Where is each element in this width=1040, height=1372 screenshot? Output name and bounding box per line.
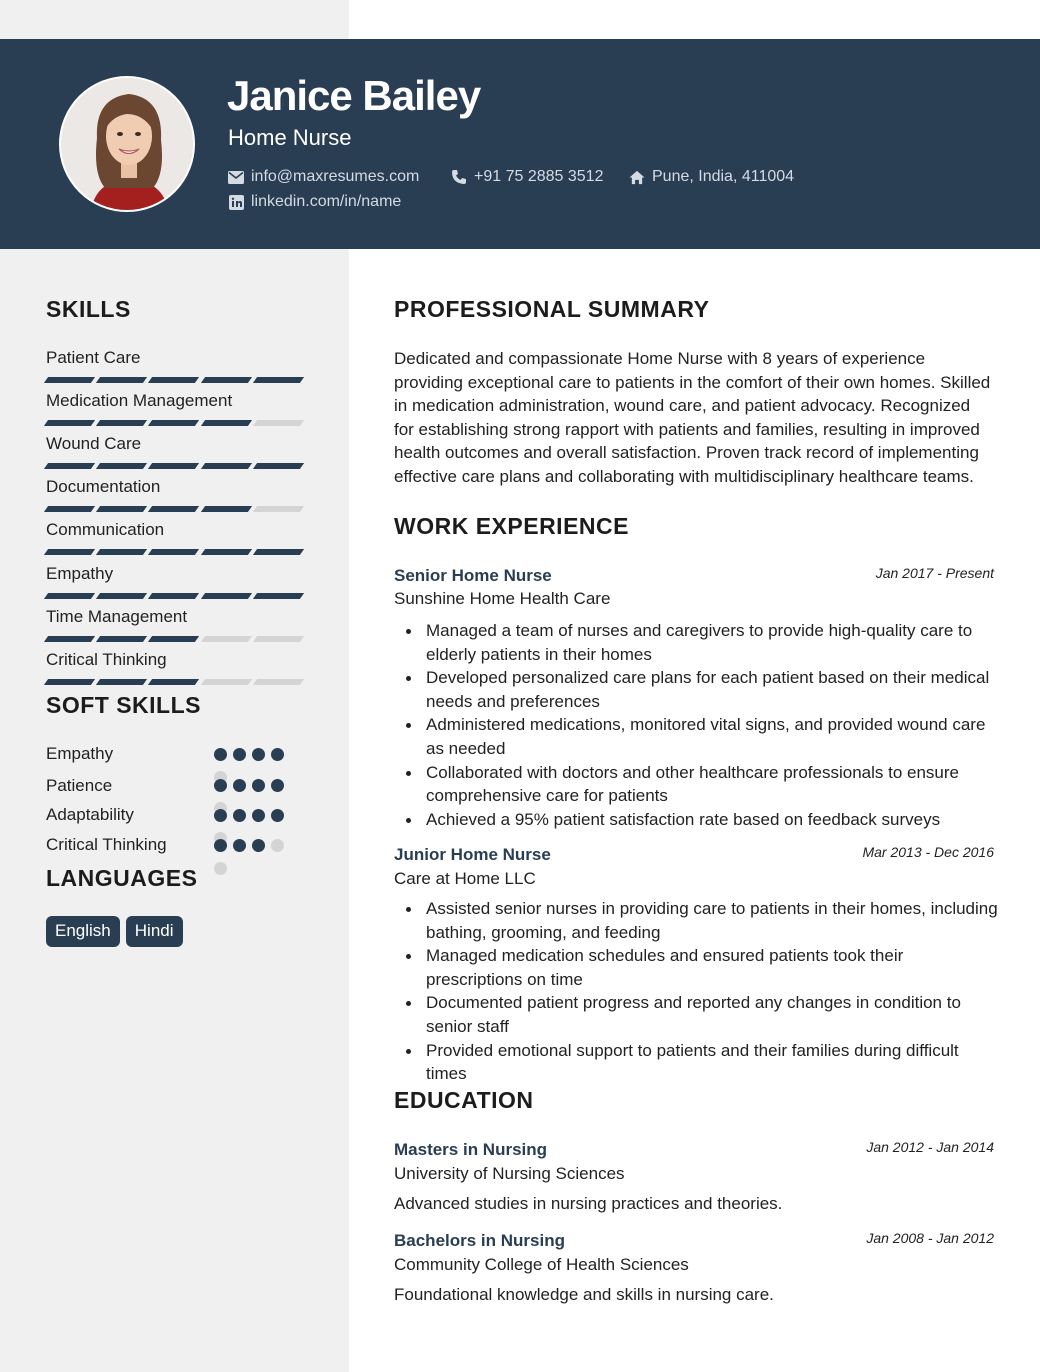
list-item: Documented patient progress and reported any changes in condition to senior staff [426,991,1000,1038]
job-bullets [426,619,1000,831]
list-item: Provided emotional support to patients and their families during difficult times [426,1039,1000,1086]
skill-level-segment [201,420,252,426]
contact-linkedin[interactable] [228,193,401,211]
skill-level-segment [201,679,252,685]
avatar [59,76,195,212]
envelope-icon [228,169,244,185]
soft-skill-name: Adaptability [46,805,134,824]
skill-level-segment [253,463,304,469]
job-dates: Jan 2017 - Present [875,565,994,581]
skill-name: Medication Management [46,391,233,410]
soft-skill-name: Critical Thinking [46,835,167,854]
skill-level-segment [201,636,252,642]
list-item: Developed personalized care plans for each patient based on their medical needs and preferences [426,666,1000,713]
skill-level-segment [96,593,147,599]
skill-name: Critical Thinking [46,650,167,669]
list-item: Assisted senior nurses in providing care to patients in their homes, including bathing, grooming, and feeding [426,897,1000,944]
list-item: Managed a team of nurses and caregivers to provide high-quality care to elderly patients in their homes [426,619,1000,666]
skill-bar [46,549,302,555]
skills-heading: SKILLS [46,296,131,322]
list-item: Achieved a 95% patient satisfaction rate based on feedback surveys [426,808,1000,832]
skill-level-segment [96,506,147,512]
skill-level-segment [253,679,304,685]
skill-level-segment [201,506,252,512]
skill-level-segment [96,549,147,555]
skill-level-segment [253,377,304,383]
home-icon [629,169,645,185]
job-position: Senior Home Nurse [394,566,552,585]
skill-name: Communication [46,520,165,539]
education-dates: Jan 2012 - Jan 2014 [866,1139,994,1155]
skill-level-segment [253,549,304,555]
soft-skill-dot [233,839,246,852]
skill-level-segment [253,420,304,426]
soft-skill-dot [214,839,227,852]
skill-bar [46,679,302,685]
skill-level-segment [148,463,199,469]
skill-level-segment [44,593,95,599]
phone-icon [451,169,467,185]
soft-skill-dot [214,748,227,761]
linkedin-text: linkedin.com/in/name [251,193,402,210]
soft-skill-dot [214,779,227,792]
email-text: info@maxresumes.com [251,168,420,185]
skill-bar [46,636,302,642]
soft-skill-name: Patience [46,776,113,795]
skill-level-segment [201,377,252,383]
degree-title: Masters in Nursing [394,1140,548,1159]
skill-name: Time Management [46,607,188,626]
skill-level-segment [96,377,147,383]
education-description: Advanced studies in nursing practices and theories. [394,1194,783,1213]
soft-skill-dot [252,809,265,822]
list-item: Collaborated with doctors and other healthcare professionals to ensure comprehensive care for patients [426,761,1000,808]
skill-bar [46,463,302,469]
job-company: Care at Home LLC [394,869,536,888]
skill-level-segment [96,463,147,469]
skill-level-segment [44,679,95,685]
skill-level-segment [44,463,95,469]
contact-email[interactable] [228,168,419,186]
soft-skill-dot [214,809,227,822]
list-item: Managed medication schedules and ensured patients took their prescriptions on time [426,944,1000,991]
language-list [46,916,183,947]
soft-skill-dot [252,839,265,852]
skill-level-segment [201,593,252,599]
skill-level-segment [44,420,95,426]
soft-skill-dot [271,748,284,761]
skill-bar [46,506,302,512]
soft-skill-dot [233,779,246,792]
job-dates: Mar 2013 - Dec 2016 [862,844,994,860]
skill-level-segment [44,636,95,642]
skill-level-segment [96,420,147,426]
skill-level-segment [201,549,252,555]
job-company: Sunshine Home Health Care [394,589,611,608]
summary-text: Dedicated and compassionate Home Nurse with 8 years of experience providing exceptional care to patients in the comfort of their own homes. Skilled in medication administration, wound care, and patient advocacy. Recognized for establishing strong rapport with patients and families, resulting in improved health outcomes and overall satisfaction. Proven track record of implementing effective care plans and collaborating with multidisciplinary healthcare teams. [394,349,991,486]
language-badge: Hindi [126,916,183,947]
skill-bar [46,377,302,383]
job-title: Home Nurse [228,125,352,150]
education-dates: Jan 2008 - Jan 2012 [866,1230,994,1246]
soft-skill-name: Empathy [46,744,114,763]
education-description: Foundational knowledge and skills in nursing care. [394,1285,774,1304]
skill-level-segment [44,549,95,555]
soft-skills-heading: SOFT SKILLS [46,692,201,718]
soft-skill-dot [271,779,284,792]
skill-name: Wound Care [46,434,142,453]
contact-address [629,168,794,186]
soft-skill-dots [214,748,288,762]
soft-skill-dots [214,839,288,853]
skill-level-segment [148,636,199,642]
degree-title: Bachelors in Nursing [394,1231,565,1250]
school-name: University of Nursing Sciences [394,1164,625,1183]
skill-level-segment [148,377,199,383]
skill-name: Empathy [46,564,114,583]
soft-skill-dot [271,809,284,822]
experience-heading: WORK EXPERIENCE [394,513,629,539]
skill-level-segment [96,679,147,685]
list-item: Administered medications, monitored vital signs, and provided wound care as needed [426,713,1000,760]
job-position: Junior Home Nurse [394,845,551,864]
skill-level-segment [96,636,147,642]
skill-level-segment [201,463,252,469]
skill-name: Documentation [46,477,161,496]
skill-level-segment [148,593,199,599]
skill-level-segment [148,549,199,555]
soft-skill-dot [271,839,284,852]
summary-heading: PROFESSIONAL SUMMARY [394,296,710,322]
soft-skill-dots [214,779,288,793]
soft-skill-dot [252,748,265,761]
candidate-name: Janice Bailey [227,72,481,119]
skill-bar [46,420,302,426]
address-text: Pune, India, 411004 [652,168,795,185]
soft-skill-dot [252,779,265,792]
school-name: Community College of Health Sciences [394,1255,689,1274]
skill-level-segment [44,377,95,383]
skill-level-segment [148,506,199,512]
skill-bar [46,593,302,599]
skill-level-segment [253,593,304,599]
linkedin-icon [228,194,244,210]
phone-text: +91 75 2885 3512 [474,168,604,185]
soft-skill-dot [233,809,246,822]
contact-phone[interactable] [451,168,603,186]
languages-heading: LANGUAGES [46,865,198,891]
skill-level-segment [253,506,304,512]
soft-skill-dot [214,862,227,875]
language-badge: English [46,916,120,947]
soft-skill-dot [233,748,246,761]
skill-level-segment [253,636,304,642]
skill-level-segment [44,506,95,512]
skill-level-segment [148,420,199,426]
skill-name: Patient Care [46,348,141,367]
skill-level-segment [148,679,199,685]
soft-skill-dots [214,809,288,823]
job-bullets [426,897,1000,1086]
education-heading: EDUCATION [394,1087,534,1113]
